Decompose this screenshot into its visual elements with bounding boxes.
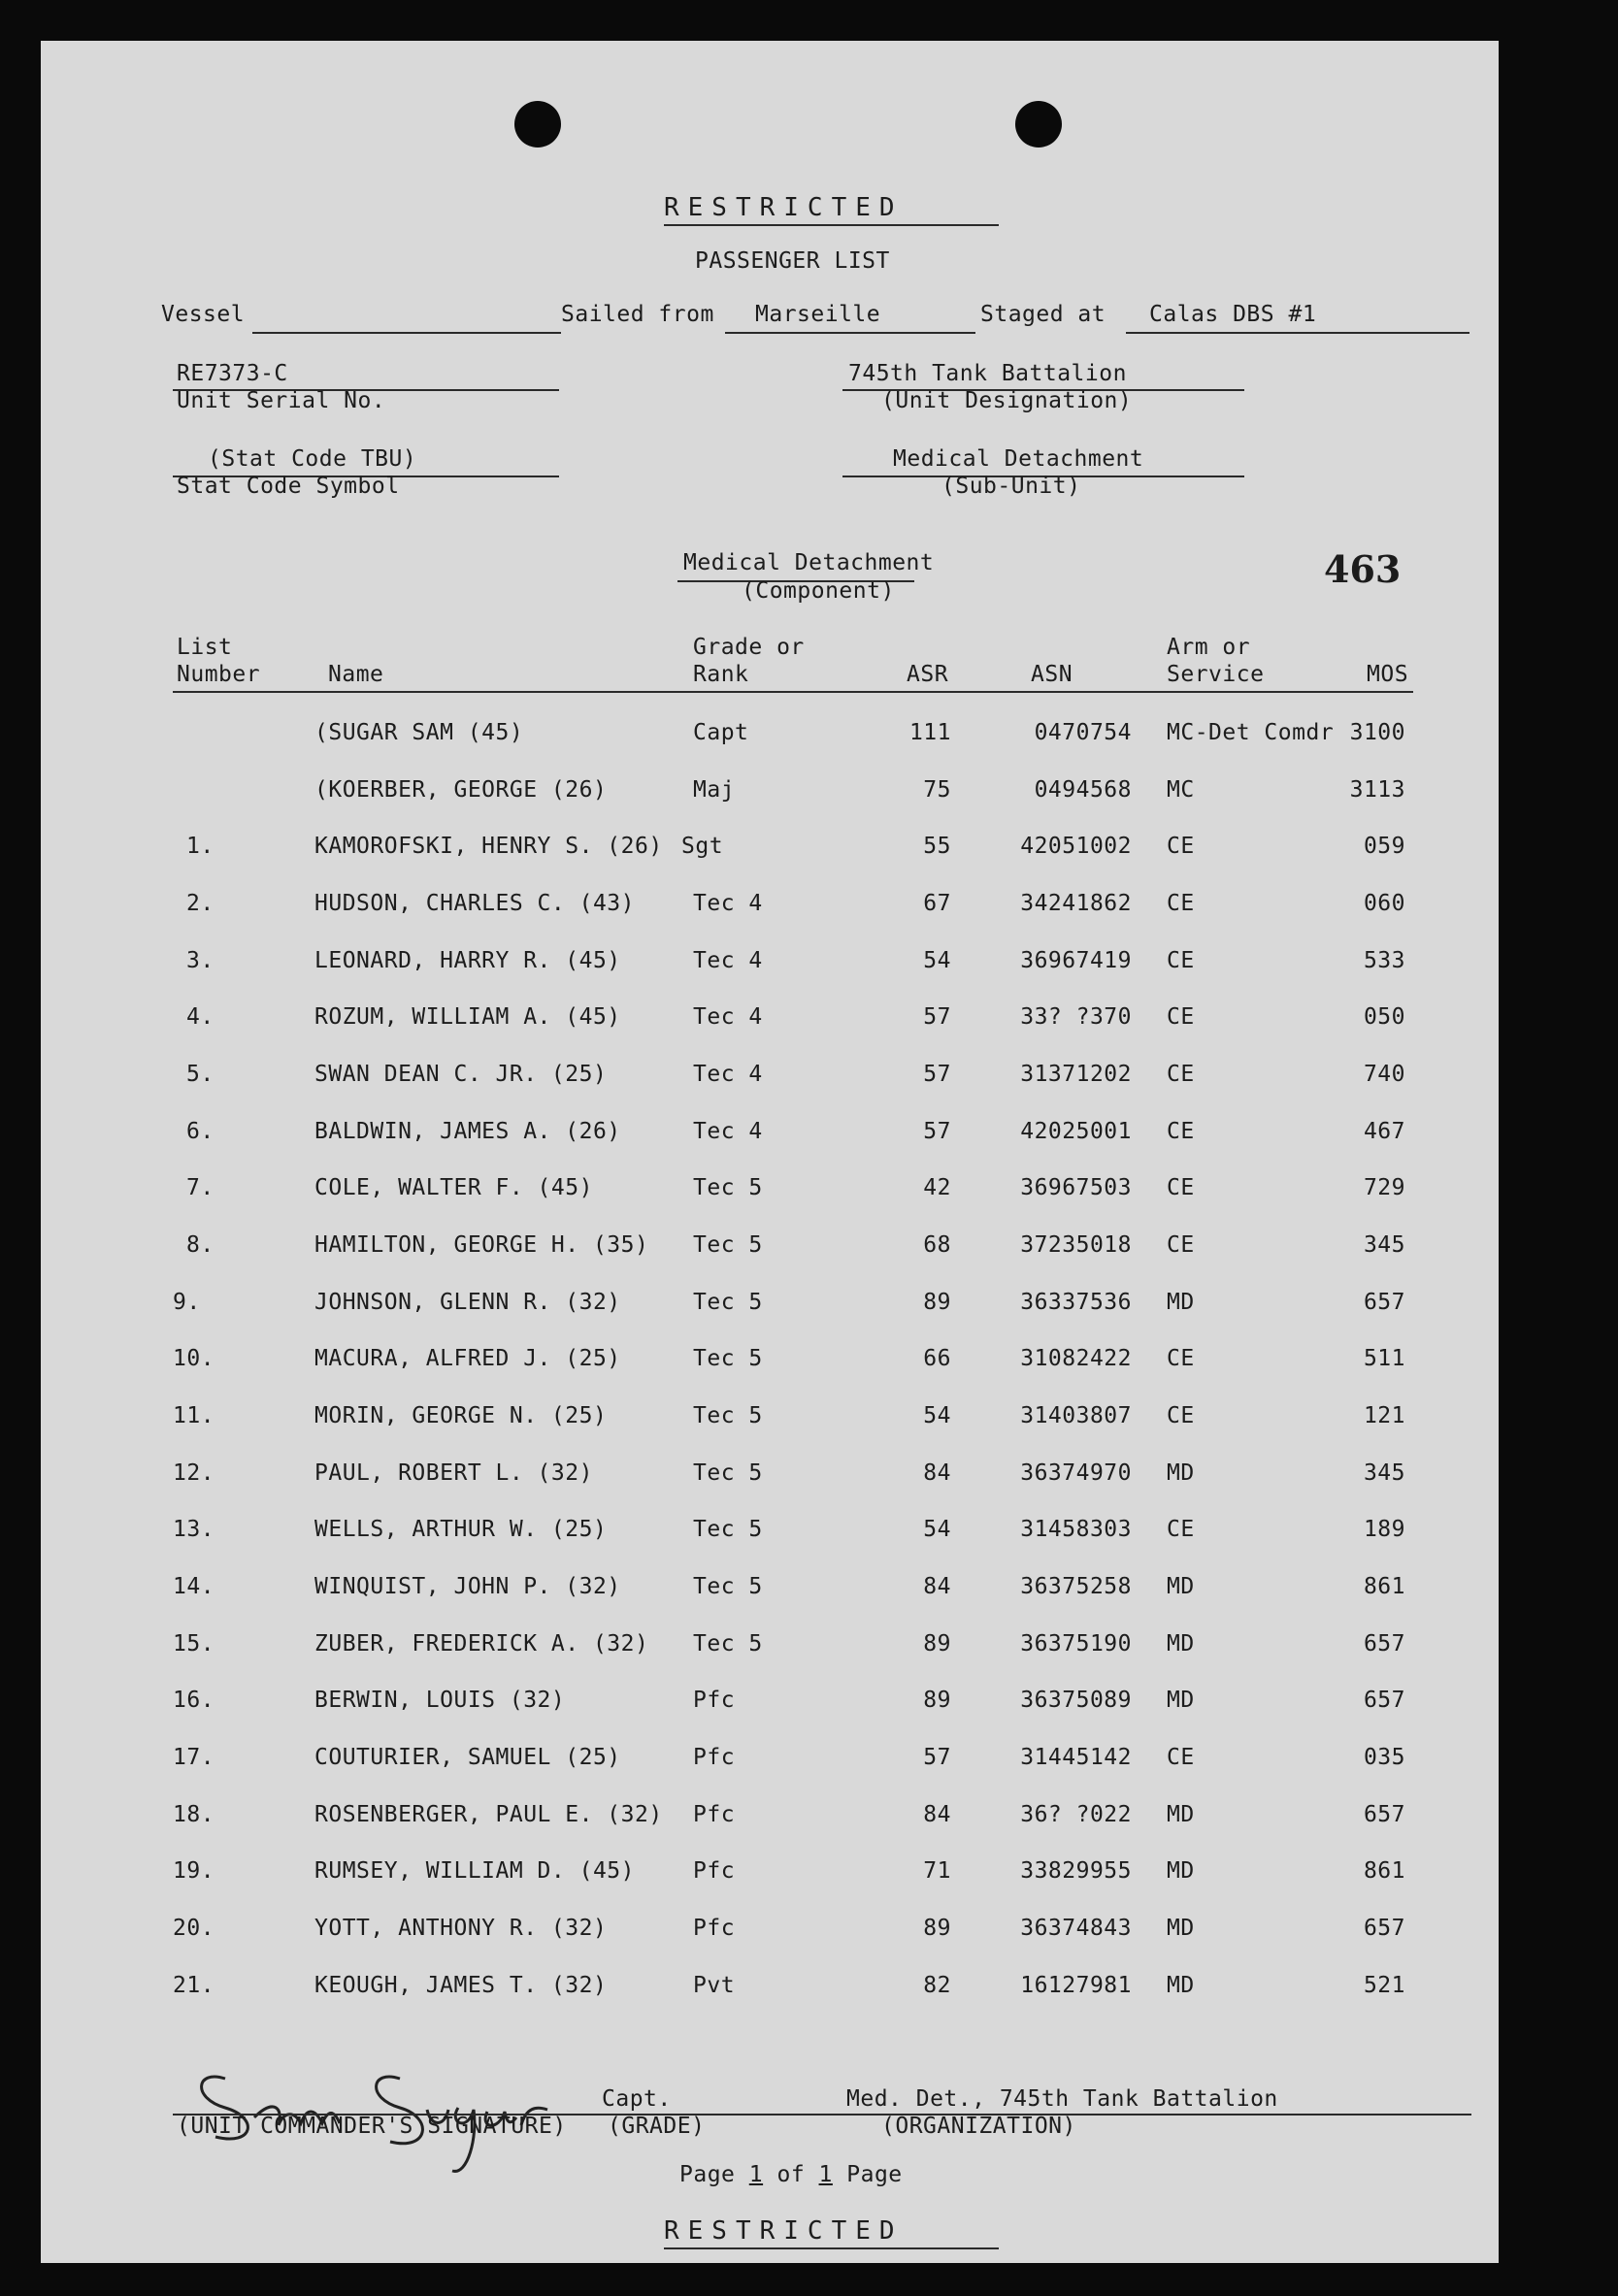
punch-hole-right bbox=[1015, 101, 1062, 148]
row-arm: MC bbox=[1167, 777, 1195, 803]
col-header-arm-1: Arm or bbox=[1167, 635, 1251, 660]
stat-code-label: Stat Code Symbol bbox=[177, 474, 400, 499]
row-name: BERWIN, LOUIS (32) bbox=[314, 1688, 566, 1713]
row-mos: 861 bbox=[1363, 1574, 1405, 1599]
col-header-grade-2: Rank bbox=[693, 662, 749, 687]
row-grade: Tec 4 bbox=[693, 891, 763, 916]
row-grade: Tec 5 bbox=[693, 1175, 763, 1200]
restricted-heading-top: RESTRICTED bbox=[664, 193, 904, 222]
row-asn: 42025001 bbox=[1020, 1119, 1132, 1144]
row-name: SWAN DEAN C. JR. (25) bbox=[314, 1062, 608, 1087]
row-grade: Tec 5 bbox=[693, 1290, 763, 1315]
row-asn: 33829955 bbox=[1020, 1858, 1132, 1884]
vessel-label: Vessel bbox=[161, 302, 246, 327]
unit-designation-label: (Unit Designation) bbox=[881, 388, 1133, 413]
row-asn: 31371202 bbox=[1020, 1062, 1132, 1087]
col-header-asr: ASR bbox=[907, 662, 949, 687]
row-list-number: 1. bbox=[186, 834, 215, 859]
document-page bbox=[41, 41, 1499, 2263]
unit-serial-value: RE7373-C bbox=[177, 361, 288, 386]
row-list-number: 19. bbox=[173, 1858, 215, 1884]
row-asn: 36375258 bbox=[1020, 1574, 1132, 1599]
row-mos: 657 bbox=[1363, 1688, 1405, 1713]
table-header-underline bbox=[173, 691, 1413, 693]
sailed-from-underline bbox=[725, 332, 975, 334]
punch-hole-left bbox=[514, 101, 561, 148]
component-label: (Component) bbox=[742, 578, 895, 604]
row-list-number: 10. bbox=[173, 1346, 215, 1371]
row-name: MACURA, ALFRED J. (25) bbox=[314, 1346, 621, 1371]
page-suffix: Page bbox=[846, 2162, 903, 2187]
row-asn: 36967419 bbox=[1020, 948, 1132, 973]
row-asr: 68 bbox=[923, 1232, 951, 1258]
row-grade: Pfc bbox=[693, 1858, 736, 1884]
row-mos: 121 bbox=[1363, 1403, 1405, 1428]
row-name: YOTT, ANTHONY R. (32) bbox=[314, 1916, 608, 1941]
row-asn: 36967503 bbox=[1020, 1175, 1132, 1200]
row-grade: Tec 5 bbox=[693, 1517, 763, 1542]
row-grade: Tec 5 bbox=[693, 1232, 763, 1258]
row-name: ROSENBERGER, PAUL E. (32) bbox=[314, 1802, 663, 1827]
row-asr: 89 bbox=[923, 1916, 951, 1941]
col-header-name: Name bbox=[328, 662, 384, 687]
col-header-asn: ASN bbox=[1031, 662, 1073, 687]
row-name: BALDWIN, JAMES A. (26) bbox=[314, 1119, 621, 1144]
row-asn: 0494568 bbox=[1034, 777, 1132, 803]
row-grade: Tec 5 bbox=[693, 1631, 763, 1656]
vessel-underline bbox=[252, 332, 561, 334]
row-grade: Tec 4 bbox=[693, 948, 763, 973]
row-name: (SUGAR SAM (45) bbox=[314, 720, 524, 745]
row-mos: 533 bbox=[1363, 948, 1405, 973]
row-mos: 511 bbox=[1363, 1346, 1405, 1371]
row-list-number: 20. bbox=[173, 1916, 215, 1941]
row-asr: 71 bbox=[923, 1858, 951, 1884]
row-list-number: 6. bbox=[186, 1119, 215, 1144]
row-asn: 37235018 bbox=[1020, 1232, 1132, 1258]
row-list-number: 8. bbox=[186, 1232, 215, 1258]
grade-label: (GRADE) bbox=[608, 2114, 706, 2139]
col-header-arm-2: Service bbox=[1167, 662, 1265, 687]
row-arm: MD bbox=[1167, 1631, 1195, 1656]
row-arm: CE bbox=[1167, 1517, 1195, 1542]
col-header-list-number-1: List bbox=[177, 635, 233, 660]
row-asn: 36337536 bbox=[1020, 1290, 1132, 1315]
row-list-number: 13. bbox=[173, 1517, 215, 1542]
row-asr: 57 bbox=[923, 1745, 951, 1770]
row-grade: Maj bbox=[693, 777, 736, 803]
signature-image bbox=[186, 2040, 594, 2185]
page-indicator bbox=[679, 2162, 903, 2187]
row-asr: 42 bbox=[923, 1175, 951, 1200]
commander-grade-value: Capt. bbox=[602, 2086, 672, 2112]
row-grade: Tec 4 bbox=[693, 1119, 763, 1144]
page-total: 1 bbox=[818, 2162, 833, 2187]
col-header-mos: MOS bbox=[1367, 662, 1409, 687]
unit-designation-value: 745th Tank Battalion bbox=[848, 361, 1127, 386]
row-name: HAMILTON, GEORGE H. (35) bbox=[314, 1232, 649, 1258]
row-mos: 657 bbox=[1363, 1290, 1405, 1315]
organization-label: (ORGANIZATION) bbox=[881, 2114, 1076, 2139]
row-asr: 89 bbox=[923, 1688, 951, 1713]
row-mos: 3100 bbox=[1349, 720, 1405, 745]
row-arm: MD bbox=[1167, 1802, 1195, 1827]
row-list-number: 15. bbox=[173, 1631, 215, 1656]
row-name: KAMOROFSKI, HENRY S. (26) bbox=[314, 834, 663, 859]
row-name: ZUBER, FREDERICK A. (32) bbox=[314, 1631, 649, 1656]
row-arm: MD bbox=[1167, 1290, 1195, 1315]
sailed-from-value: Marseille bbox=[755, 302, 881, 327]
row-list-number: 3. bbox=[186, 948, 215, 973]
row-mos: 657 bbox=[1363, 1802, 1405, 1827]
row-mos: 050 bbox=[1363, 1004, 1405, 1030]
sub-unit-label: (Sub-Unit) bbox=[941, 474, 1081, 499]
unit-serial-label: Unit Serial No. bbox=[177, 388, 386, 413]
row-name: PAUL, ROBERT L. (32) bbox=[314, 1460, 593, 1486]
row-asr: 54 bbox=[923, 948, 951, 973]
component-value: Medical Detachment bbox=[683, 550, 935, 575]
row-asr: 57 bbox=[923, 1062, 951, 1087]
row-list-number: 11. bbox=[173, 1403, 215, 1428]
row-asn: 31403807 bbox=[1020, 1403, 1132, 1428]
row-list-number: 12. bbox=[173, 1460, 215, 1486]
row-grade: Capt bbox=[693, 720, 749, 745]
row-asn: 34241862 bbox=[1020, 891, 1132, 916]
staged-at-label: Staged at bbox=[980, 302, 1106, 327]
row-asr: 84 bbox=[923, 1574, 951, 1599]
row-mos: 3113 bbox=[1349, 777, 1405, 803]
row-asr: 57 bbox=[923, 1004, 951, 1030]
row-name: COUTURIER, SAMUEL (25) bbox=[314, 1745, 621, 1770]
row-list-number: 2. bbox=[186, 891, 215, 916]
row-list-number: 14. bbox=[173, 1574, 215, 1599]
staged-at-underline bbox=[1126, 332, 1469, 334]
row-arm: CE bbox=[1167, 1062, 1195, 1087]
row-asn: 42051002 bbox=[1020, 834, 1132, 859]
page-prefix: Page bbox=[679, 2162, 736, 2187]
row-asr: 54 bbox=[923, 1403, 951, 1428]
row-grade: Tec 4 bbox=[693, 1062, 763, 1087]
row-asr: 67 bbox=[923, 891, 951, 916]
row-name: HUDSON, CHARLES C. (43) bbox=[314, 891, 635, 916]
row-asr: 89 bbox=[923, 1631, 951, 1656]
row-mos: 467 bbox=[1363, 1119, 1405, 1144]
row-grade: Tec 5 bbox=[693, 1460, 763, 1486]
row-list-number: 21. bbox=[173, 1973, 215, 1998]
row-mos: 345 bbox=[1363, 1232, 1405, 1258]
row-name: KEOUGH, JAMES T. (32) bbox=[314, 1973, 608, 1998]
stat-code-value: (Stat Code TBU) bbox=[208, 446, 417, 472]
row-list-number: 17. bbox=[173, 1745, 215, 1770]
row-mos: 189 bbox=[1363, 1517, 1405, 1542]
row-asr: 75 bbox=[923, 777, 951, 803]
row-asr: 84 bbox=[923, 1460, 951, 1486]
sailed-from-label: Sailed from bbox=[561, 302, 714, 327]
sub-unit-value: Medical Detachment bbox=[893, 446, 1144, 472]
row-mos: 035 bbox=[1363, 1745, 1405, 1770]
row-mos: 059 bbox=[1363, 834, 1405, 859]
row-asn: 31445142 bbox=[1020, 1745, 1132, 1770]
row-arm: CE bbox=[1167, 1232, 1195, 1258]
row-arm: CE bbox=[1167, 834, 1195, 859]
row-mos: 740 bbox=[1363, 1062, 1405, 1087]
row-mos: 657 bbox=[1363, 1916, 1405, 1941]
row-grade: Tec 5 bbox=[693, 1403, 763, 1428]
row-arm: CE bbox=[1167, 891, 1195, 916]
row-arm: MD bbox=[1167, 1916, 1195, 1941]
row-name: WINQUIST, JOHN P. (32) bbox=[314, 1574, 621, 1599]
row-name: COLE, WALTER F. (45) bbox=[314, 1175, 593, 1200]
row-arm: CE bbox=[1167, 948, 1195, 973]
row-arm: MD bbox=[1167, 1688, 1195, 1713]
row-asn: 16127981 bbox=[1020, 1973, 1132, 1998]
row-arm: MD bbox=[1167, 1973, 1195, 1998]
row-asn: 31458303 bbox=[1020, 1517, 1132, 1542]
row-asn: 31082422 bbox=[1020, 1346, 1132, 1371]
row-name: WELLS, ARTHUR W. (25) bbox=[314, 1517, 608, 1542]
row-arm: CE bbox=[1167, 1119, 1195, 1144]
row-asr: 55 bbox=[923, 834, 951, 859]
row-list-number: 18. bbox=[173, 1802, 215, 1827]
row-mos: 521 bbox=[1363, 1973, 1405, 1998]
row-grade: Pfc bbox=[693, 1802, 736, 1827]
row-mos: 060 bbox=[1363, 891, 1405, 916]
staged-at-value: Calas DBS #1 bbox=[1149, 302, 1317, 327]
row-list-number: 16. bbox=[173, 1688, 215, 1713]
row-name: LEONARD, HARRY R. (45) bbox=[314, 948, 621, 973]
page-of: of bbox=[776, 2162, 806, 2187]
row-list-number: 5. bbox=[186, 1062, 215, 1087]
row-grade: Pvt bbox=[693, 1973, 736, 1998]
row-asr: 89 bbox=[923, 1290, 951, 1315]
page-number: 1 bbox=[748, 2162, 764, 2187]
row-asn: 33? ?370 bbox=[1020, 1004, 1132, 1030]
row-list-number: 9. bbox=[173, 1290, 201, 1315]
row-grade: Tec 5 bbox=[693, 1574, 763, 1599]
row-asn: 36374843 bbox=[1020, 1916, 1132, 1941]
row-name: MORIN, GEORGE N. (25) bbox=[314, 1403, 608, 1428]
row-asr: 66 bbox=[923, 1346, 951, 1371]
document-title: PASSENGER LIST bbox=[695, 248, 890, 274]
row-arm: CE bbox=[1167, 1175, 1195, 1200]
row-mos: 345 bbox=[1363, 1460, 1405, 1486]
row-asn: 36375190 bbox=[1020, 1631, 1132, 1656]
signature-label: (UNIT COMMANDER'S SIGNATURE) bbox=[177, 2114, 567, 2139]
row-asr: 82 bbox=[923, 1973, 951, 1998]
row-asr: 111 bbox=[908, 720, 951, 745]
row-list-number: 4. bbox=[186, 1004, 215, 1030]
row-arm: CE bbox=[1167, 1346, 1195, 1371]
restricted-underline-bottom bbox=[664, 2247, 999, 2249]
row-asn: 36? ?022 bbox=[1020, 1802, 1132, 1827]
row-asn: 0470754 bbox=[1034, 720, 1132, 745]
row-arm: CE bbox=[1167, 1745, 1195, 1770]
row-mos: 729 bbox=[1363, 1175, 1405, 1200]
row-arm: MD bbox=[1167, 1858, 1195, 1884]
row-grade: Sgt bbox=[681, 834, 724, 859]
col-header-list-number-2: Number bbox=[177, 662, 261, 687]
row-grade: Pfc bbox=[693, 1745, 736, 1770]
row-asr: 54 bbox=[923, 1517, 951, 1542]
stamp-number: 463 bbox=[1324, 547, 1402, 591]
row-grade: Tec 4 bbox=[693, 1004, 763, 1030]
row-grade: Tec 5 bbox=[693, 1346, 763, 1371]
row-name: (KOERBER, GEORGE (26) bbox=[314, 777, 608, 803]
row-arm: MC-Det Comdr bbox=[1167, 720, 1335, 745]
row-grade: Pfc bbox=[693, 1688, 736, 1713]
row-asr: 84 bbox=[923, 1802, 951, 1827]
row-arm: CE bbox=[1167, 1403, 1195, 1428]
row-name: ROZUM, WILLIAM A. (45) bbox=[314, 1004, 621, 1030]
restricted-underline-top bbox=[664, 224, 999, 226]
row-asn: 36374970 bbox=[1020, 1460, 1132, 1486]
row-list-number: 7. bbox=[186, 1175, 215, 1200]
row-arm: MD bbox=[1167, 1460, 1195, 1486]
organization-value: Med. Det., 745th Tank Battalion bbox=[846, 2086, 1278, 2112]
row-arm: MD bbox=[1167, 1574, 1195, 1599]
col-header-grade-1: Grade or bbox=[693, 635, 805, 660]
row-name: JOHNSON, GLENN R. (32) bbox=[314, 1290, 621, 1315]
restricted-heading-bottom: RESTRICTED bbox=[664, 2216, 904, 2246]
row-mos: 657 bbox=[1363, 1631, 1405, 1656]
row-grade: Pfc bbox=[693, 1916, 736, 1941]
row-name: RUMSEY, WILLIAM D. (45) bbox=[314, 1858, 635, 1884]
row-arm: CE bbox=[1167, 1004, 1195, 1030]
row-asr: 57 bbox=[923, 1119, 951, 1144]
row-asn: 36375089 bbox=[1020, 1688, 1132, 1713]
row-mos: 861 bbox=[1363, 1858, 1405, 1884]
